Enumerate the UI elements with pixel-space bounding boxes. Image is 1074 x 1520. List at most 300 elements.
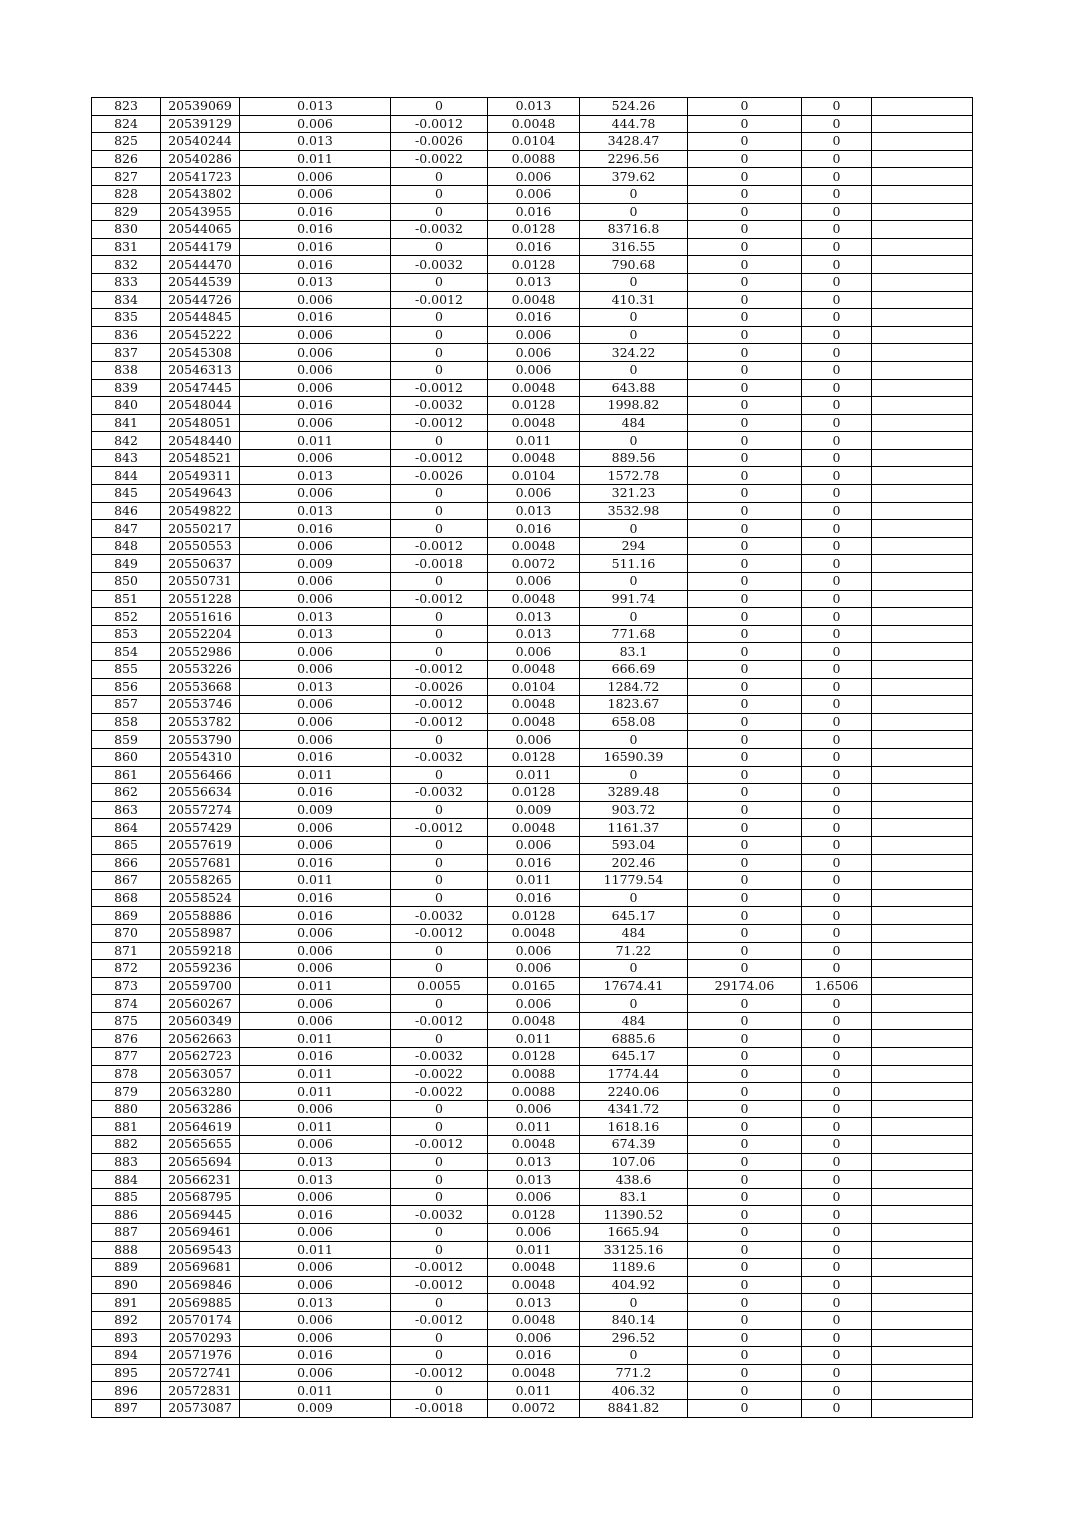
ratio-cell: 0 <box>802 238 872 256</box>
value-a-cell: 0.006 <box>240 1364 391 1382</box>
id-cell: 20569461 <box>161 1224 240 1242</box>
value-a-cell: 0.016 <box>240 256 391 274</box>
ratio-cell: 0 <box>802 185 872 203</box>
row-index-cell: 827 <box>92 168 161 186</box>
amount-cell: 840.14 <box>580 1311 688 1329</box>
value-a-cell: 0.013 <box>240 98 391 116</box>
table-row <box>92 678 973 696</box>
id-cell: 20553226 <box>161 661 240 679</box>
table-row <box>92 836 973 854</box>
value-c-cell: 0.006 <box>488 185 580 203</box>
row-index-cell: 852 <box>92 608 161 626</box>
table-row <box>92 133 973 151</box>
value-a-cell: 0.006 <box>240 1329 391 1347</box>
id-cell: 20563280 <box>161 1083 240 1101</box>
value-b-cell: -0.0022 <box>391 150 488 168</box>
value-c-cell: 0.011 <box>488 1241 580 1259</box>
amount-cell: 83.1 <box>580 643 688 661</box>
blank-cell <box>872 485 973 503</box>
row-index-cell: 866 <box>92 854 161 872</box>
blank-cell <box>872 185 973 203</box>
value-c-cell: 0.011 <box>488 1118 580 1136</box>
table-row <box>92 819 973 837</box>
value-d-cell: 0 <box>688 150 802 168</box>
ratio-cell: 0 <box>802 1065 872 1083</box>
value-d-cell: 0 <box>688 1118 802 1136</box>
value-d-cell: 0 <box>688 432 802 450</box>
row-index-cell: 849 <box>92 555 161 573</box>
value-d-cell: 0 <box>688 326 802 344</box>
value-a-cell: 0.006 <box>240 537 391 555</box>
id-cell: 20550637 <box>161 555 240 573</box>
ratio-cell: 0 <box>802 1311 872 1329</box>
value-d-cell: 0 <box>688 98 802 116</box>
amount-cell: 0 <box>580 309 688 327</box>
blank-cell <box>872 555 973 573</box>
row-index-cell: 837 <box>92 344 161 362</box>
row-index-cell: 896 <box>92 1382 161 1400</box>
id-cell: 20545308 <box>161 344 240 362</box>
id-cell: 20539069 <box>161 98 240 116</box>
value-d-cell: 0 <box>688 361 802 379</box>
value-d-cell: 0 <box>688 731 802 749</box>
blank-cell <box>872 1012 973 1030</box>
table-row <box>92 1118 973 1136</box>
value-c-cell: 0.006 <box>488 1100 580 1118</box>
amount-cell: 6885.6 <box>580 1030 688 1048</box>
blank-cell <box>872 1329 973 1347</box>
value-b-cell: -0.0012 <box>391 449 488 467</box>
table-row <box>92 889 973 907</box>
blank-cell <box>872 1311 973 1329</box>
value-d-cell: 0 <box>688 238 802 256</box>
ratio-cell: 0 <box>802 273 872 291</box>
ratio-cell: 0 <box>802 1188 872 1206</box>
value-b-cell: 0 <box>391 608 488 626</box>
value-b-cell: 0 <box>391 1347 488 1365</box>
value-b-cell: 0 <box>391 643 488 661</box>
row-index-cell: 847 <box>92 520 161 538</box>
value-d-cell: 0 <box>688 1399 802 1417</box>
amount-cell: 1665.94 <box>580 1224 688 1242</box>
value-d-cell: 0 <box>688 1083 802 1101</box>
value-c-cell: 0.006 <box>488 1188 580 1206</box>
value-b-cell: -0.0012 <box>391 1259 488 1277</box>
value-a-cell: 0.006 <box>240 661 391 679</box>
ratio-cell: 0 <box>802 836 872 854</box>
blank-cell <box>872 168 973 186</box>
value-c-cell: 0.009 <box>488 801 580 819</box>
amount-cell: 643.88 <box>580 379 688 397</box>
table-row <box>92 1136 973 1154</box>
ratio-cell: 0 <box>802 326 872 344</box>
value-b-cell: 0 <box>391 273 488 291</box>
ratio-cell: 0 <box>802 995 872 1013</box>
table-row <box>92 150 973 168</box>
value-b-cell: 0 <box>391 573 488 591</box>
blank-cell <box>872 379 973 397</box>
value-d-cell: 0 <box>688 1224 802 1242</box>
ratio-cell: 0 <box>802 1329 872 1347</box>
table-row <box>92 221 973 239</box>
row-index-cell: 839 <box>92 379 161 397</box>
blank-cell <box>872 590 973 608</box>
value-a-cell: 0.006 <box>240 590 391 608</box>
row-index-cell: 880 <box>92 1100 161 1118</box>
value-b-cell: -0.0032 <box>391 784 488 802</box>
row-index-cell: 887 <box>92 1224 161 1242</box>
value-a-cell: 0.006 <box>240 696 391 714</box>
row-index-cell: 823 <box>92 98 161 116</box>
id-cell: 20544726 <box>161 291 240 309</box>
value-b-cell: -0.0012 <box>391 1136 488 1154</box>
id-cell: 20544065 <box>161 221 240 239</box>
amount-cell: 8841.82 <box>580 1399 688 1417</box>
amount-cell: 0 <box>580 273 688 291</box>
value-a-cell: 0.006 <box>240 1136 391 1154</box>
table-row <box>92 1153 973 1171</box>
blank-cell <box>872 291 973 309</box>
value-c-cell: 0.006 <box>488 643 580 661</box>
value-a-cell: 0.011 <box>240 872 391 890</box>
value-c-cell: 0.006 <box>488 1329 580 1347</box>
id-cell: 20556634 <box>161 784 240 802</box>
ratio-cell: 0 <box>802 1118 872 1136</box>
blank-cell <box>872 960 973 978</box>
blank-cell <box>872 344 973 362</box>
value-d-cell: 0 <box>688 256 802 274</box>
value-c-cell: 0.0048 <box>488 379 580 397</box>
ratio-cell: 0 <box>802 449 872 467</box>
table-row <box>92 643 973 661</box>
value-b-cell: 0 <box>391 960 488 978</box>
id-cell: 20560349 <box>161 1012 240 1030</box>
value-c-cell: 0.0048 <box>488 924 580 942</box>
value-a-cell: 0.011 <box>240 977 391 995</box>
ratio-cell: 0 <box>802 502 872 520</box>
value-d-cell: 0 <box>688 1364 802 1382</box>
id-cell: 20540244 <box>161 133 240 151</box>
value-a-cell: 0.011 <box>240 1065 391 1083</box>
amount-cell: 1998.82 <box>580 397 688 415</box>
value-b-cell: 0.0055 <box>391 977 488 995</box>
row-index-cell: 881 <box>92 1118 161 1136</box>
row-index-cell: 873 <box>92 977 161 995</box>
table-row <box>92 326 973 344</box>
amount-cell: 202.46 <box>580 854 688 872</box>
value-c-cell: 0.013 <box>488 625 580 643</box>
id-cell: 20557619 <box>161 836 240 854</box>
table-row <box>92 942 973 960</box>
row-index-cell: 824 <box>92 115 161 133</box>
ratio-cell: 0 <box>802 590 872 608</box>
value-a-cell: 0.006 <box>240 344 391 362</box>
row-index-cell: 832 <box>92 256 161 274</box>
value-b-cell: 0 <box>391 801 488 819</box>
row-index-cell: 888 <box>92 1241 161 1259</box>
value-c-cell: 0.011 <box>488 432 580 450</box>
value-c-cell: 0.0048 <box>488 537 580 555</box>
ratio-cell: 0 <box>802 625 872 643</box>
blank-cell <box>872 449 973 467</box>
value-b-cell: -0.0012 <box>391 291 488 309</box>
id-cell: 20550553 <box>161 537 240 555</box>
value-b-cell: 0 <box>391 942 488 960</box>
row-index-cell: 830 <box>92 221 161 239</box>
blank-cell <box>872 1206 973 1224</box>
id-cell: 20539129 <box>161 115 240 133</box>
value-c-cell: 0.006 <box>488 344 580 362</box>
value-b-cell: -0.0032 <box>391 221 488 239</box>
row-index-cell: 885 <box>92 1188 161 1206</box>
table-row <box>92 1048 973 1066</box>
amount-cell: 0 <box>580 361 688 379</box>
value-d-cell: 0 <box>688 555 802 573</box>
id-cell: 20569543 <box>161 1241 240 1259</box>
value-a-cell: 0.011 <box>240 1083 391 1101</box>
value-d-cell: 0 <box>688 1347 802 1365</box>
value-d-cell: 0 <box>688 573 802 591</box>
id-cell: 20549643 <box>161 485 240 503</box>
value-c-cell: 0.0048 <box>488 1012 580 1030</box>
ratio-cell: 0 <box>802 731 872 749</box>
row-index-cell: 835 <box>92 309 161 327</box>
value-c-cell: 0.011 <box>488 872 580 890</box>
value-d-cell: 0 <box>688 344 802 362</box>
value-d-cell: 0 <box>688 1294 802 1312</box>
blank-cell <box>872 1276 973 1294</box>
value-c-cell: 0.006 <box>488 485 580 503</box>
table-row <box>92 625 973 643</box>
value-b-cell: 0 <box>391 1100 488 1118</box>
ratio-cell: 0 <box>802 1347 872 1365</box>
id-cell: 20557681 <box>161 854 240 872</box>
id-cell: 20550217 <box>161 520 240 538</box>
id-cell: 20563057 <box>161 1065 240 1083</box>
table-row <box>92 713 973 731</box>
value-b-cell: 0 <box>391 309 488 327</box>
ratio-cell: 0 <box>802 1276 872 1294</box>
value-c-cell: 0.011 <box>488 1030 580 1048</box>
value-d-cell: 0 <box>688 889 802 907</box>
value-c-cell: 0.0128 <box>488 1048 580 1066</box>
amount-cell: 1161.37 <box>580 819 688 837</box>
id-cell: 20559700 <box>161 977 240 995</box>
table-row <box>92 608 973 626</box>
value-b-cell: 0 <box>391 203 488 221</box>
value-a-cell: 0.011 <box>240 1241 391 1259</box>
id-cell: 20551616 <box>161 608 240 626</box>
value-a-cell: 0.006 <box>240 1224 391 1242</box>
value-d-cell: 0 <box>688 397 802 415</box>
table-row <box>92 977 973 995</box>
value-c-cell: 0.0048 <box>488 590 580 608</box>
ratio-cell: 0 <box>802 1136 872 1154</box>
value-b-cell: 0 <box>391 836 488 854</box>
value-b-cell: 0 <box>391 995 488 1013</box>
ratio-cell: 0 <box>802 1012 872 1030</box>
ratio-cell: 0 <box>802 784 872 802</box>
amount-cell: 11779.54 <box>580 872 688 890</box>
value-a-cell: 0.006 <box>240 326 391 344</box>
ratio-cell: 0 <box>802 960 872 978</box>
blank-cell <box>872 713 973 731</box>
blank-cell <box>872 1083 973 1101</box>
value-d-cell: 0 <box>688 1276 802 1294</box>
value-a-cell: 0.016 <box>240 784 391 802</box>
id-cell: 20548521 <box>161 449 240 467</box>
ratio-cell: 0 <box>802 907 872 925</box>
blank-cell <box>872 678 973 696</box>
value-b-cell: 0 <box>391 854 488 872</box>
value-d-cell: 0 <box>688 520 802 538</box>
ratio-cell: 0 <box>802 1100 872 1118</box>
blank-cell <box>872 1224 973 1242</box>
value-d-cell: 0 <box>688 590 802 608</box>
row-index-cell: 895 <box>92 1364 161 1382</box>
table-row <box>92 1294 973 1312</box>
value-a-cell: 0.011 <box>240 150 391 168</box>
value-c-cell: 0.0104 <box>488 678 580 696</box>
blank-cell <box>872 1030 973 1048</box>
value-c-cell: 0.0128 <box>488 1206 580 1224</box>
row-index-cell: 857 <box>92 696 161 714</box>
value-c-cell: 0.0104 <box>488 467 580 485</box>
value-a-cell: 0.011 <box>240 1118 391 1136</box>
blank-cell <box>872 520 973 538</box>
ratio-cell: 0 <box>802 1224 872 1242</box>
ratio-cell: 0 <box>802 150 872 168</box>
ratio-cell: 0 <box>802 432 872 450</box>
blank-cell <box>872 1136 973 1154</box>
row-index-cell: 841 <box>92 414 161 432</box>
row-index-cell: 831 <box>92 238 161 256</box>
value-a-cell: 0.013 <box>240 608 391 626</box>
value-d-cell: 0 <box>688 449 802 467</box>
table-row <box>92 1311 973 1329</box>
table-row <box>92 555 973 573</box>
ratio-cell: 0 <box>802 1206 872 1224</box>
value-d-cell: 0 <box>688 836 802 854</box>
value-c-cell: 0.0088 <box>488 150 580 168</box>
blank-cell <box>872 467 973 485</box>
ratio-cell: 0 <box>802 801 872 819</box>
value-b-cell: 0 <box>391 485 488 503</box>
value-b-cell: 0 <box>391 326 488 344</box>
amount-cell: 0 <box>580 573 688 591</box>
amount-cell: 1284.72 <box>580 678 688 696</box>
value-a-cell: 0.006 <box>240 361 391 379</box>
value-b-cell: -0.0026 <box>391 133 488 151</box>
value-a-cell: 0.013 <box>240 1294 391 1312</box>
amount-cell: 524.26 <box>580 98 688 116</box>
value-c-cell: 0.0048 <box>488 819 580 837</box>
table-row <box>92 291 973 309</box>
value-c-cell: 0.013 <box>488 1171 580 1189</box>
value-d-cell: 0 <box>688 924 802 942</box>
value-b-cell: 0 <box>391 185 488 203</box>
row-index-cell: 886 <box>92 1206 161 1224</box>
id-cell: 20548044 <box>161 397 240 415</box>
id-cell: 20540286 <box>161 150 240 168</box>
value-d-cell: 0 <box>688 1188 802 1206</box>
id-cell: 20545222 <box>161 326 240 344</box>
ratio-cell: 0 <box>802 256 872 274</box>
value-c-cell: 0.0128 <box>488 397 580 415</box>
row-index-cell: 836 <box>92 326 161 344</box>
row-index-cell: 860 <box>92 748 161 766</box>
value-a-cell: 0.016 <box>240 238 391 256</box>
row-index-cell: 828 <box>92 185 161 203</box>
blank-cell <box>872 133 973 151</box>
amount-cell: 903.72 <box>580 801 688 819</box>
value-b-cell: 0 <box>391 1294 488 1312</box>
amount-cell: 83.1 <box>580 1188 688 1206</box>
id-cell: 20560267 <box>161 995 240 1013</box>
value-d-cell: 0 <box>688 502 802 520</box>
blank-cell <box>872 748 973 766</box>
ratio-cell: 0 <box>802 1083 872 1101</box>
value-a-cell: 0.006 <box>240 291 391 309</box>
amount-cell: 83716.8 <box>580 221 688 239</box>
table-row <box>92 1083 973 1101</box>
table-row <box>92 203 973 221</box>
amount-cell: 0 <box>580 203 688 221</box>
table-row <box>92 309 973 327</box>
amount-cell: 771.2 <box>580 1364 688 1382</box>
row-index-cell: 853 <box>92 625 161 643</box>
value-c-cell: 0.016 <box>488 889 580 907</box>
row-index-cell: 889 <box>92 1259 161 1277</box>
amount-cell: 324.22 <box>580 344 688 362</box>
value-d-cell: 0 <box>688 1100 802 1118</box>
blank-cell <box>872 1171 973 1189</box>
row-index-cell: 840 <box>92 397 161 415</box>
ratio-cell: 0 <box>802 361 872 379</box>
value-c-cell: 0.0048 <box>488 414 580 432</box>
amount-cell: 0 <box>580 326 688 344</box>
table-row <box>92 854 973 872</box>
value-b-cell: 0 <box>391 731 488 749</box>
value-d-cell: 0 <box>688 185 802 203</box>
row-index-cell: 875 <box>92 1012 161 1030</box>
row-index-cell: 876 <box>92 1030 161 1048</box>
table-row <box>92 361 973 379</box>
value-d-cell: 0 <box>688 661 802 679</box>
value-c-cell: 0.011 <box>488 766 580 784</box>
blank-cell <box>872 872 973 890</box>
blank-cell <box>872 502 973 520</box>
amount-cell: 438.6 <box>580 1171 688 1189</box>
amount-cell: 484 <box>580 414 688 432</box>
table-row <box>92 379 973 397</box>
blank-cell <box>872 766 973 784</box>
ratio-cell: 0 <box>802 98 872 116</box>
value-d-cell: 0 <box>688 995 802 1013</box>
value-d-cell: 0 <box>688 485 802 503</box>
row-index-cell: 883 <box>92 1153 161 1171</box>
value-b-cell: 0 <box>391 238 488 256</box>
id-cell: 20553668 <box>161 678 240 696</box>
row-index-cell: 844 <box>92 467 161 485</box>
ratio-cell: 0 <box>802 1364 872 1382</box>
id-cell: 20562723 <box>161 1048 240 1066</box>
id-cell: 20551228 <box>161 590 240 608</box>
value-c-cell: 0.013 <box>488 1153 580 1171</box>
blank-cell <box>872 1294 973 1312</box>
table-row <box>92 1259 973 1277</box>
row-index-cell: 858 <box>92 713 161 731</box>
